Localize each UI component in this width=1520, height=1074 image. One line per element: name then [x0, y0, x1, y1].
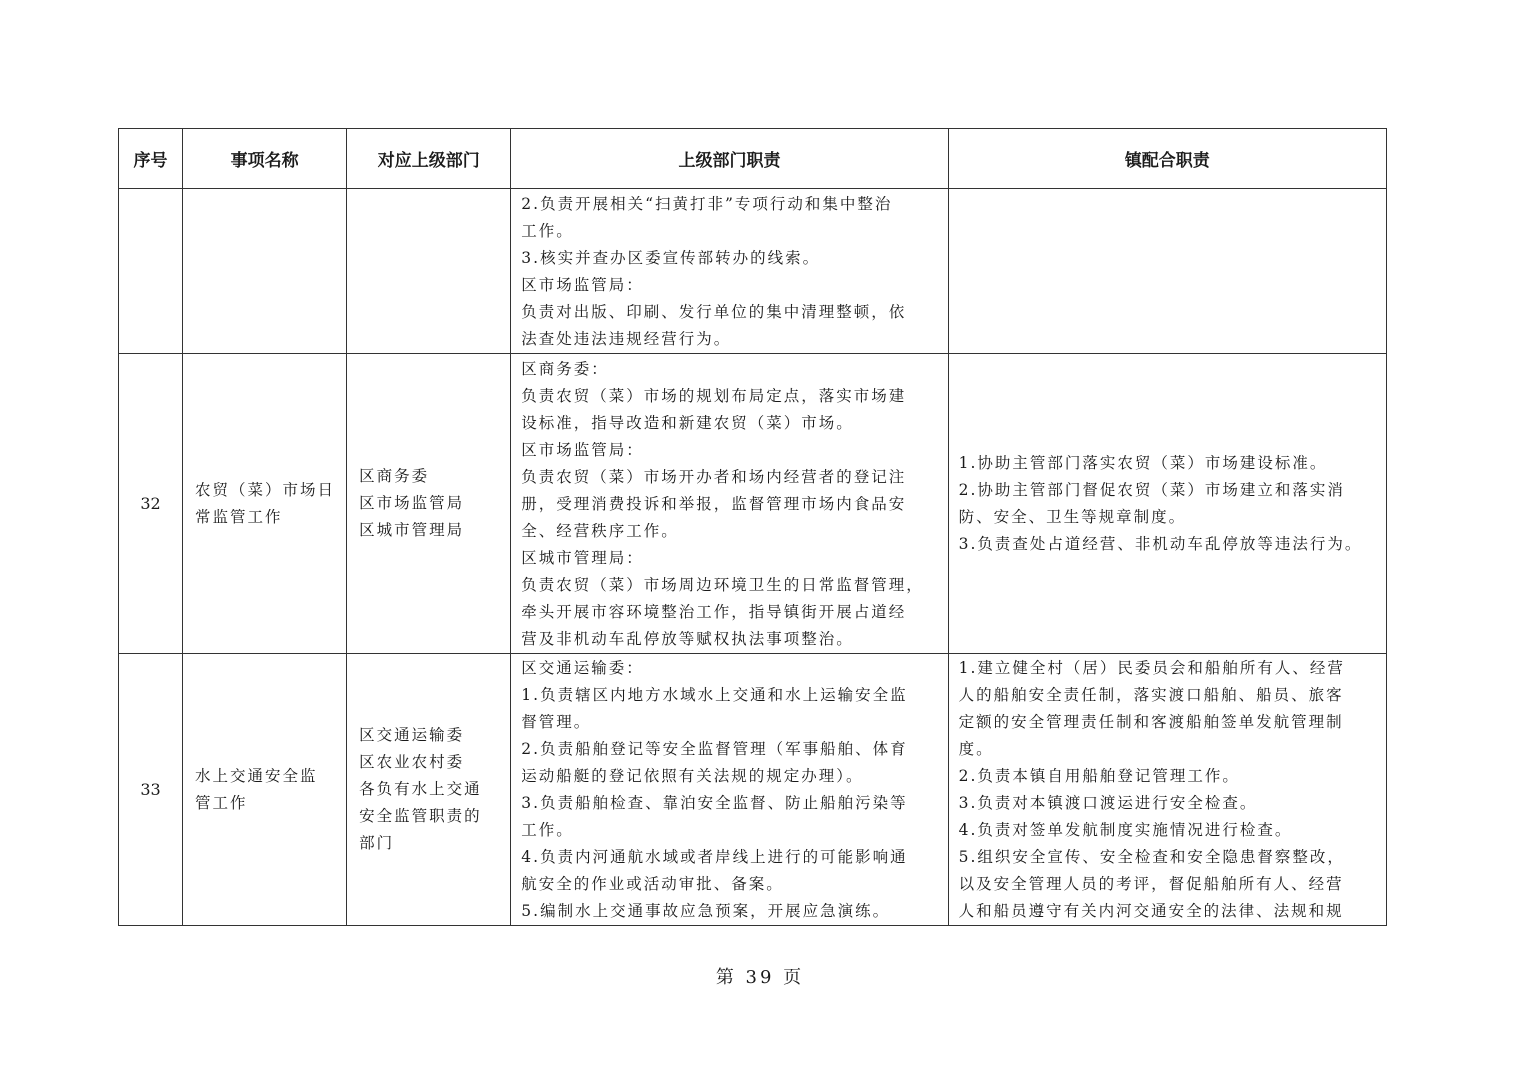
town-line: 定额的安全管理责任制和客渡船舶签单发航管理制 [958, 713, 1344, 731]
dept-line: 区商务委 [359, 467, 430, 485]
duty-line: 区商务委： [521, 360, 609, 378]
name-line: 常监管工作 [195, 507, 283, 526]
duty-line: 航安全的作业或活动审批、备案。 [521, 875, 784, 893]
cell-dept [347, 189, 511, 354]
duty-line: 区交通运输委： [521, 659, 644, 677]
duty-line: 区市场监管局： [521, 276, 644, 294]
header-duty: 上级部门职责 [511, 129, 948, 189]
cell-no: 33 [119, 654, 183, 926]
cell-no [119, 189, 183, 354]
table-row [119, 654, 1387, 926]
header-name: 事项名称 [183, 129, 347, 189]
cell-dept [347, 354, 511, 654]
town-line: 1.协助主管部门落实农贸（菜）市场建设标准。 [958, 454, 1328, 472]
town-line: 1.建立健全村（居）民委员会和船舶所有人、经营 [958, 659, 1345, 677]
town-line: 5.组织安全宣传、安全检查和安全隐患督察整改， [958, 848, 1345, 866]
dept-line: 安全监管职责的 [359, 807, 482, 825]
header-town: 镇配合职责 [948, 129, 1386, 189]
duty-line: 3.负责船舶检查、靠泊安全监督、防止船舶污染等 [521, 794, 908, 812]
dept-line: 部门 [359, 834, 395, 852]
name-line: 水上交通安全监 [195, 766, 318, 785]
dept-line: 区城市管理局 [359, 521, 465, 539]
cell-name [183, 189, 347, 354]
table-row [119, 189, 1387, 354]
cell-dept [347, 654, 511, 926]
cell-duty [511, 189, 948, 354]
duty-line: 4.负责内河通航水域或者岸线上进行的可能影响通 [521, 848, 908, 866]
duty-line: 督管理。 [521, 713, 592, 731]
duty-line: 全、经营秩序工作。 [521, 522, 679, 540]
dept-line: 区市场监管局 [359, 494, 465, 512]
duty-line: 设标准，指导改造和新建农贸（菜）市场。 [521, 414, 854, 432]
duty-line: 区市场监管局： [521, 441, 644, 459]
duty-line: 负责对出版、印刷、发行单位的集中清理整顿，依 [521, 303, 907, 321]
duty-line: 负责农贸（菜）市场周边环境卫生的日常监督管理， [521, 576, 924, 594]
cell-town [948, 189, 1386, 354]
cell-name [183, 354, 347, 654]
header-dept: 对应上级部门 [347, 129, 511, 189]
header-no: 序号 [119, 129, 183, 189]
table-row [119, 354, 1387, 654]
duty-line: 1.负责辖区内地方水域水上交通和水上运输安全监 [521, 686, 908, 704]
duty-line: 册，受理消费投诉和举报，监督管理市场内食品安 [521, 495, 907, 513]
town-line: 2.负责本镇自用船舶登记管理工作。 [958, 767, 1240, 785]
name-line: 管工作 [195, 793, 248, 812]
duty-line: 2.负责船舶登记等安全监督管理（军事船舶、体育 [521, 740, 908, 758]
duty-line: 3.核实并查办区委宣传部转办的线索。 [521, 249, 821, 267]
duty-line: 负责农贸（菜）市场开办者和场内经营者的登记注 [521, 468, 907, 486]
town-line: 以及安全管理人员的考评，督促船舶所有人、经营 [958, 875, 1344, 893]
town-line: 4.负责对签单发航制度实施情况进行检查。 [958, 821, 1293, 839]
cell-town [948, 354, 1386, 654]
dept-line: 区农业农村委 [359, 753, 465, 771]
table-header-row [119, 129, 1387, 189]
duty-table [118, 128, 1387, 926]
duty-line: 工作。 [521, 821, 574, 839]
cell-name [183, 654, 347, 926]
town-line: 人的船舶安全责任制，落实渡口船舶、船员、旅客 [958, 686, 1344, 704]
cell-duty [511, 654, 948, 926]
town-line: 3.负责对本镇渡口渡运进行安全检查。 [958, 794, 1258, 812]
town-line: 人和船员遵守有关内河交通安全的法律、法规和规 [958, 902, 1344, 920]
cell-town [948, 654, 1386, 926]
dept-line: 各负有水上交通 [359, 780, 482, 798]
cell-no: 32 [119, 354, 183, 654]
page-number: 第 39 页 [715, 967, 805, 988]
dept-line: 区交通运输委 [359, 726, 465, 744]
name-line: 农贸（菜）市场日 [195, 480, 336, 499]
duty-line: 营及非机动车乱停放等赋权执法事项整治。 [521, 630, 854, 648]
town-line: 度。 [958, 740, 994, 758]
duty-line: 工作。 [521, 222, 574, 240]
duty-line: 区城市管理局： [521, 549, 644, 567]
duty-line: 牵头开展市容环境整治工作，指导镇街开展占道经 [521, 603, 907, 621]
duty-line: 2.负责开展相关“扫黄打非”专项行动和集中整治 [521, 195, 893, 213]
town-line: 防、安全、卫生等规章制度。 [958, 508, 1187, 526]
duty-line: 5.编制水上交通事故应急预案，开展应急演练。 [521, 902, 891, 920]
duty-line: 运动船艇的登记依照有关法规的规定办理）。 [521, 767, 864, 785]
town-line: 3.负责查处占道经营、非机动车乱停放等违法行为。 [958, 535, 1363, 553]
town-line: 2.协助主管部门督促农贸（菜）市场建立和落实消 [958, 481, 1345, 499]
duty-line: 负责农贸（菜）市场的规划布局定点，落实市场建 [521, 387, 907, 405]
cell-duty [511, 354, 948, 654]
duty-line: 法查处违法违规经营行为。 [521, 330, 732, 348]
